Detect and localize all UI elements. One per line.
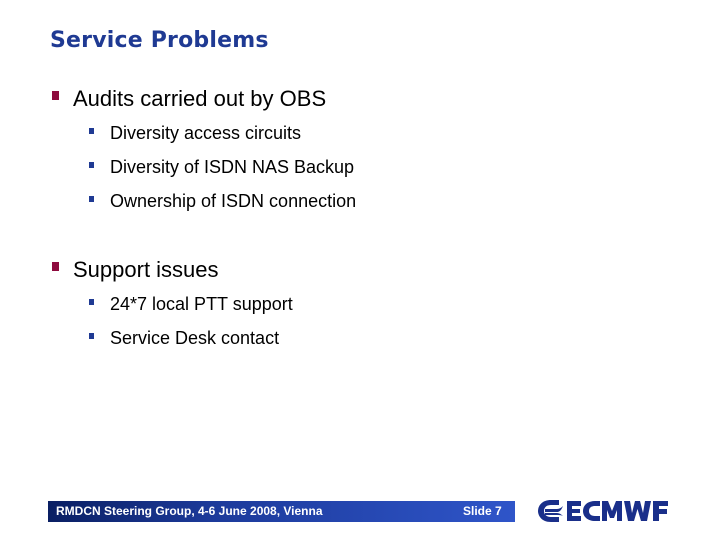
- sub-bullet-diversity-access: [89, 123, 301, 144]
- sub-bullet-label: Service Desk contact: [110, 328, 280, 348]
- sub-bullet-service-desk: [89, 328, 279, 349]
- bullet-square-icon: [89, 196, 94, 202]
- sub-bullet-ownership-isdn: [89, 191, 356, 212]
- bullet-label: Audits carried out by OBS: [73, 86, 327, 111]
- bullet-square-icon: [52, 262, 59, 271]
- bullet-square-icon: [89, 162, 94, 168]
- sub-bullet-diversity-isdn: [89, 157, 354, 178]
- ecmwf-logo: [537, 496, 682, 526]
- sub-bullet-label: Ownership of ISDN connection: [110, 191, 357, 211]
- bullet-label: Support issues: [73, 257, 219, 282]
- svg-text:ECMWF: ECMWF: [537, 496, 541, 497]
- bullet-square-icon: [89, 299, 94, 305]
- bullet-square-icon: [89, 128, 94, 134]
- sub-bullet-label: 24*7 local PTT support: [110, 294, 293, 314]
- slide-title: Service Problems: [50, 28, 269, 53]
- bullet-square-icon: [52, 91, 59, 100]
- bullet-square-icon: [89, 333, 94, 339]
- sub-bullet-label: Diversity access circuits: [110, 123, 302, 143]
- slide-number: Slide 7: [463, 504, 502, 518]
- footer-event-text: RMDCN Steering Group, 4-6 June 2008, Vienna: [56, 504, 323, 518]
- bullet-support: [52, 257, 219, 283]
- sub-bullet-ptt-support: [89, 294, 293, 315]
- bullet-audits: [52, 86, 326, 112]
- sub-bullet-label: Diversity of ISDN NAS Backup: [110, 157, 355, 177]
